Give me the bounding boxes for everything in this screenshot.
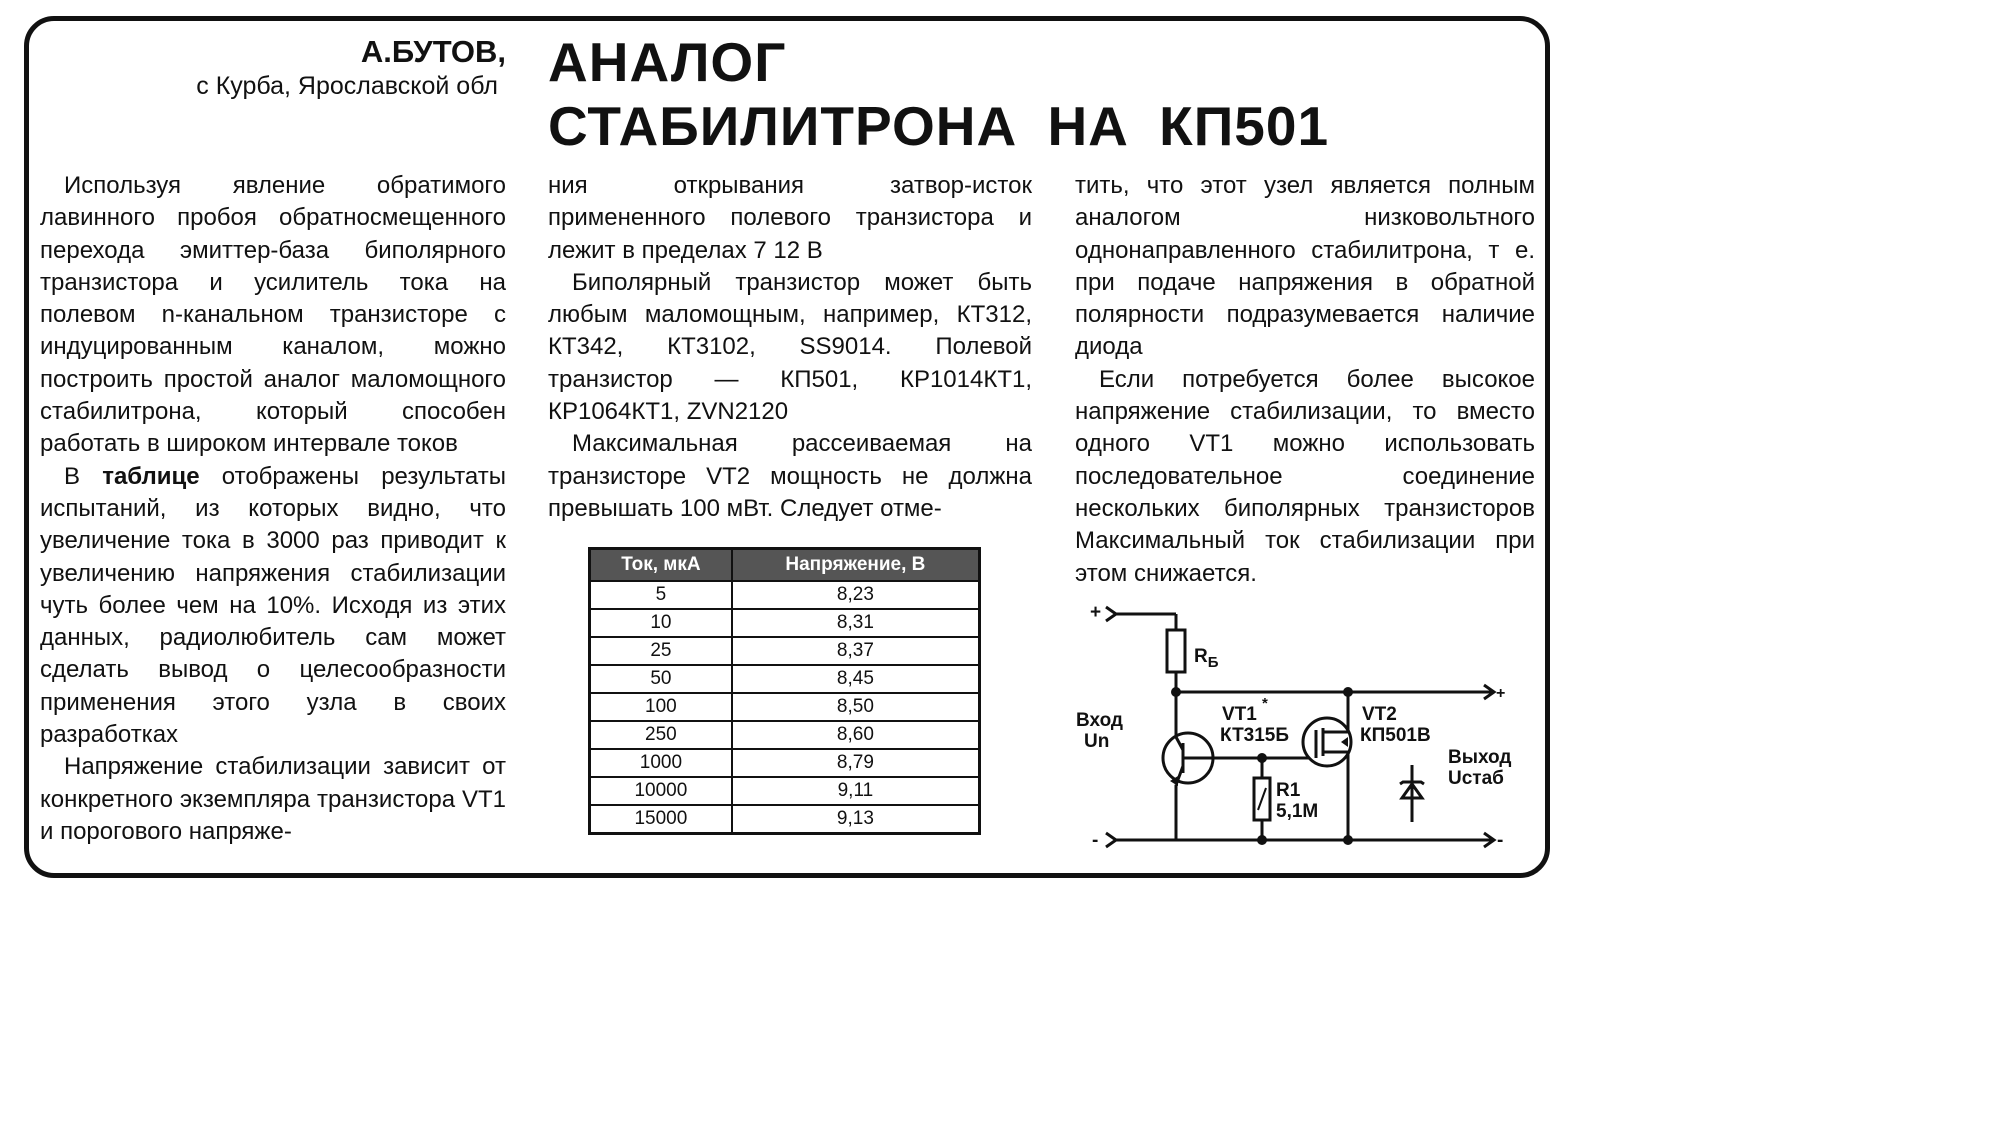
voltage-cell: 8,60 (732, 721, 980, 749)
paragraph (40, 461, 506, 752)
current-cell: 50 (590, 665, 732, 693)
junction-dot (1171, 687, 1181, 697)
plus-output-label: + (1496, 685, 1506, 702)
output-voltage-label: Uстаб (1448, 768, 1504, 789)
paragraph: тить, что этот узел является полным аналогом низковольтного однонаправленного стабилитрона, т е. при подаче напряжения в обратной полярности подразумевается наличие диода (1075, 172, 1535, 361)
text-column-2 (548, 170, 1032, 525)
paragraph: ния открывания затвор-исток примененного полевого транзистора и лежит в пределах 7 12 В (548, 172, 1032, 264)
voltage-cell: 8,37 (732, 637, 980, 665)
current-cell: 1000 (590, 749, 732, 777)
vt2-type: КП501В (1360, 725, 1431, 746)
voltage-cell: 8,31 (732, 609, 980, 637)
article-title (548, 30, 1329, 158)
vt2-label: VT2 (1362, 704, 1397, 725)
table-row (590, 721, 980, 749)
table-row (590, 749, 980, 777)
minus-input-label: - (1092, 830, 1099, 851)
title-line-2: СТАБИЛИТРОНА НА КП501 (548, 95, 1330, 157)
junction-dot (1257, 835, 1267, 845)
table-row (590, 805, 980, 834)
vt1-label: VT1 (1222, 704, 1257, 725)
minus-input-terminal (1106, 833, 1116, 847)
table-row (590, 777, 980, 805)
paragraph-lead: В (64, 462, 103, 490)
voltage-cell: 8,79 (732, 749, 980, 777)
voltage-cell: 8,50 (732, 693, 980, 721)
r1-value: 5,1М (1276, 801, 1319, 822)
current-cell: 100 (590, 693, 732, 721)
text-column-3 (1075, 170, 1535, 590)
r1-mark (1258, 788, 1266, 810)
paragraph: Биполярный транзистор может быть любым маломощным, например, КТ312, КТ342, КТ3102, SS9014. Полевой транзистор — КП501, КР1014КТ1, КР1064КТ1, ZVN2120 (548, 268, 1032, 426)
rb-label-sub: Б (1207, 654, 1219, 671)
rb-label (1194, 646, 1219, 671)
table-header-row (590, 549, 980, 582)
current-cell: 15000 (590, 805, 732, 834)
table-row (590, 665, 980, 693)
author-name: А.БУТОВ, (360, 34, 506, 69)
plus-input-label: + (1090, 602, 1102, 623)
vt2-arrow (1341, 737, 1348, 747)
table-row (590, 693, 980, 721)
r1-label: R1 (1276, 780, 1301, 801)
input-voltage-label: Un (1084, 731, 1110, 752)
minus-output-label: - (1497, 830, 1504, 851)
column-header-voltage: Напряжение, В (732, 549, 980, 582)
current-cell: 5 (590, 581, 732, 609)
table-row (590, 637, 980, 665)
voltage-cell: 9,11 (732, 777, 980, 805)
voltage-cell: 9,13 (732, 805, 980, 834)
vt1-type: КТ315Б (1220, 725, 1290, 746)
voltage-cell: 8,45 (732, 665, 980, 693)
plus-input-terminal (1106, 607, 1116, 621)
title-line-1: АНАЛОГ (548, 31, 787, 93)
voltage-cell: 8,23 (732, 581, 980, 609)
table-row (590, 581, 980, 609)
output-label: Выход (1448, 747, 1512, 768)
text-column-1 (40, 170, 506, 848)
current-cell: 10 (590, 609, 732, 637)
vt1-star: * (1262, 695, 1268, 712)
resistor-rb (1167, 630, 1185, 672)
junction-dot (1343, 687, 1353, 697)
current-cell: 10000 (590, 777, 732, 805)
column-header-current: Ток, мкА (590, 549, 732, 582)
paragraph: Используя явление обратимого лавинного пробоя обратносмещенного перехода эмиттер-база биполярного транзистора и усилитель тока на полевом n-канальном транзисторе с индуцированным каналом, можно построить простой аналог маломощного стабилитрона, который способен работать в широком интервале токов (40, 172, 506, 458)
junction-dot (1257, 753, 1267, 763)
paragraph: Максимальная рассеиваемая на транзисторе VT2 мощность не должна превышать 100 мВт. Следует отме- (548, 430, 1032, 522)
table-reference: таблице (102, 462, 200, 490)
results-table (588, 547, 981, 835)
junction-dot (1343, 835, 1353, 845)
paragraph: Напряжение стабилизации зависит от конкретного экземпляра транзистора VT1 и порогового напряже- (40, 753, 506, 845)
author-location: с Курба, Ярославской обл (196, 72, 498, 100)
paragraph-rest: отображены результаты испытаний, из которых видно, что увеличение тока в 3000 раз приводит к увеличению напряжения стабилизации чуть более чем на 10%. Исходя из этих данных, радиолюбитель сам может сделать вывод о целесообразности применения этого узла в своих разработках (40, 462, 506, 749)
rb-label-main: R (1194, 646, 1208, 667)
input-label: Вход (1076, 710, 1123, 731)
current-cell: 250 (590, 721, 732, 749)
table-row (590, 609, 980, 637)
paragraph: Если потребуется более высокое напряжение стабилизации, то вместо одного VT1 можно использовать последовательное соединение нескольких биполярных транзисторов Максимальный ток стабилизации при этом снижается. (1075, 365, 1535, 587)
circuit-diagram (1070, 598, 1520, 860)
current-cell: 25 (590, 637, 732, 665)
